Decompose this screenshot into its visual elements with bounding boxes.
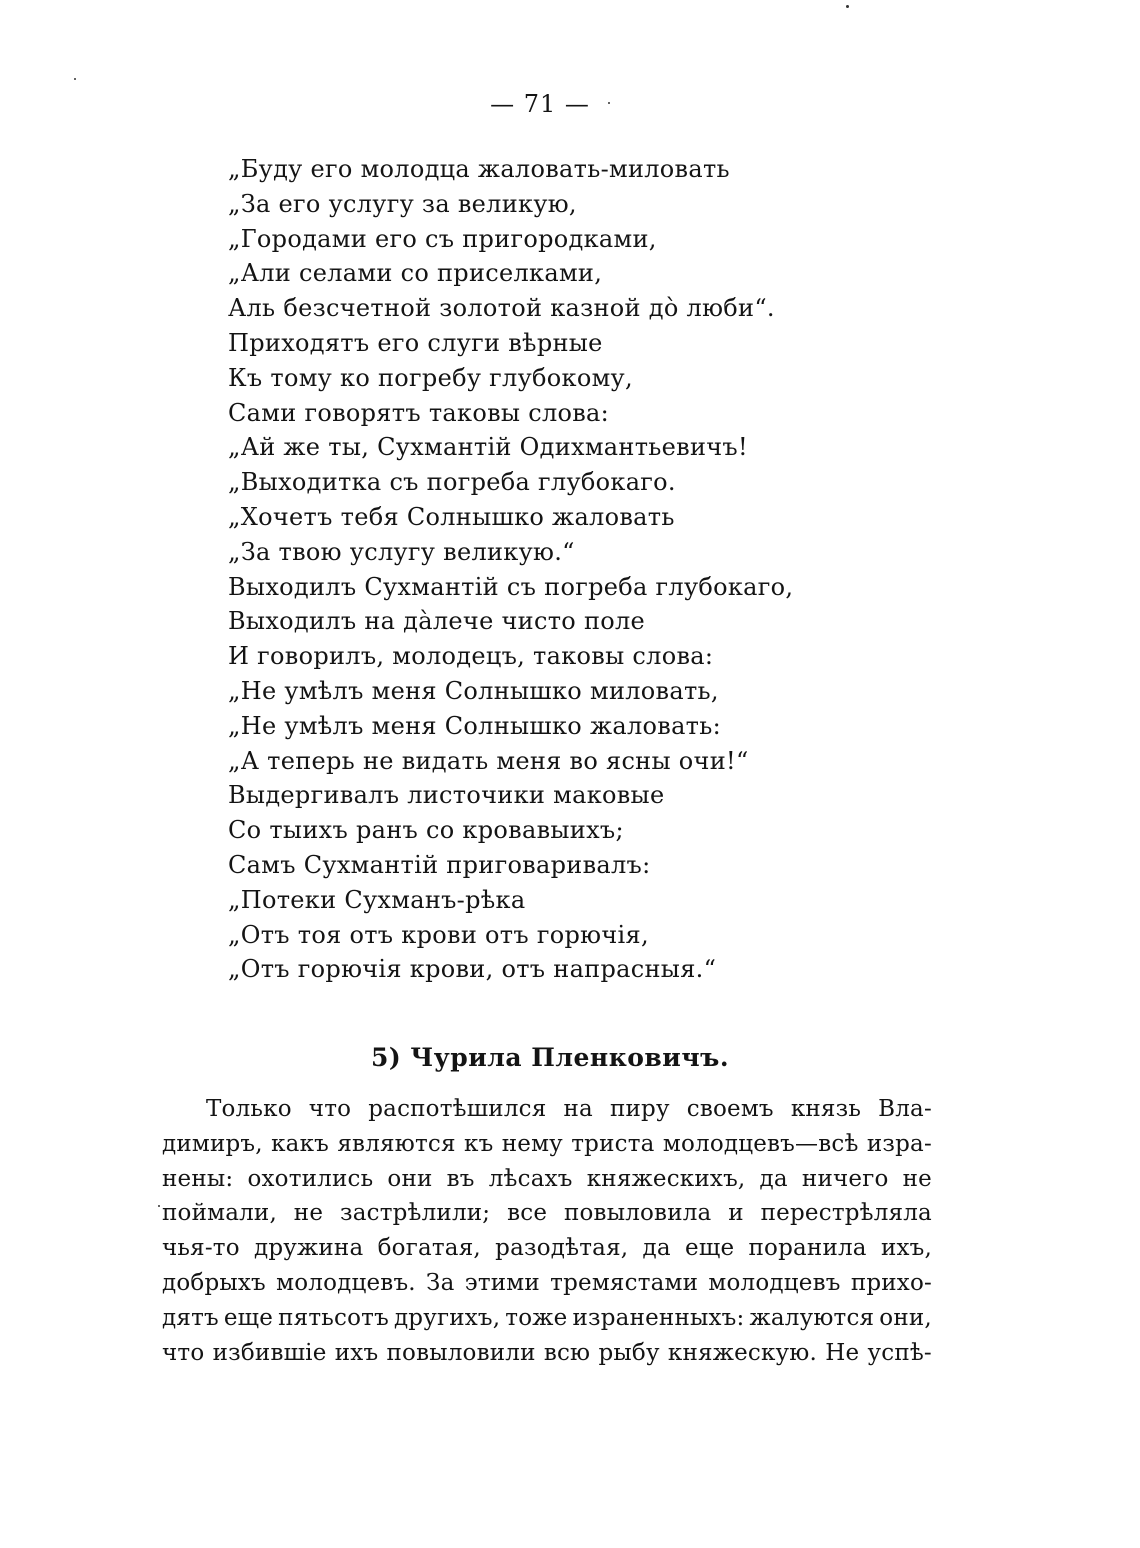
- prose-word: нены:: [162, 1165, 234, 1192]
- prose-word: этими: [464, 1269, 540, 1296]
- prose-word: добрыхъ: [162, 1269, 266, 1296]
- prose-word: пиру: [609, 1096, 670, 1122]
- prose-word: изра-: [866, 1130, 932, 1157]
- prose-word: къ: [464, 1130, 494, 1157]
- prose-word: молодцевъ: [708, 1269, 841, 1296]
- prose-word: все: [507, 1200, 548, 1227]
- verse-line: „Потеки Сухманъ-рѣка: [228, 885, 526, 914]
- prose-word: въ: [446, 1165, 475, 1192]
- scan-speck: [74, 78, 76, 80]
- prose-word: другихъ,: [393, 1304, 501, 1331]
- prose-word: князь: [790, 1096, 862, 1122]
- prose-word: избившіе: [212, 1339, 327, 1366]
- prose-word: на: [563, 1096, 593, 1122]
- prose-word: Не: [825, 1339, 860, 1366]
- prose-word: еще: [223, 1304, 274, 1331]
- verse-line: „Хочетъ тебя Солнышко жаловать: [228, 502, 675, 531]
- prose-word: да: [759, 1165, 788, 1192]
- prose-line: [162, 1092, 932, 1127]
- prose-word: распотѣшился: [368, 1096, 547, 1122]
- prose-word: ихъ,: [880, 1235, 932, 1262]
- verse-line: „Городами его съ пригородками,: [228, 224, 657, 253]
- prose-word: лѣсахъ: [488, 1165, 573, 1192]
- prose-word: своемъ: [686, 1096, 774, 1122]
- verse-line: „Отъ тоя отъ крови отъ горючія,: [228, 920, 649, 949]
- verse-line: Сами говорятъ таковы слова:: [228, 398, 610, 427]
- prose-line: [162, 1196, 932, 1231]
- verse-line: Самъ Сухмантій приговаривалъ:: [228, 850, 651, 879]
- prose-word: тоже: [505, 1304, 568, 1331]
- prose-word: триста: [571, 1130, 655, 1157]
- prose-word: успѣ-: [867, 1339, 932, 1366]
- prose-word: что: [308, 1096, 352, 1122]
- page-number: — 71 —: [490, 90, 590, 118]
- verse-line: „Не умѣлъ меня Солнышко миловать,: [228, 676, 719, 705]
- prose-word: разодѣтая,: [495, 1235, 629, 1262]
- prose-word: дятъ: [162, 1304, 219, 1331]
- prose-word: Только: [206, 1096, 292, 1122]
- prose-word: тремястами: [550, 1269, 699, 1296]
- prose-word: перестрѣляла: [760, 1200, 932, 1227]
- prose-word: чья-то: [162, 1235, 240, 1262]
- prose-word: молодцевъ.: [276, 1269, 416, 1296]
- prose-word: всю: [543, 1339, 591, 1366]
- prose-word: ихъ: [334, 1339, 379, 1366]
- prose-word: княжескую.: [667, 1339, 818, 1366]
- verse-line: „А теперь не видать меня во ясны очи!“: [228, 746, 749, 775]
- prose-line: [162, 1127, 932, 1162]
- section-title: 5) Чурила Пленковичъ.: [370, 1043, 730, 1072]
- prose-word: княжескихъ,: [586, 1165, 746, 1192]
- verse-line: И говорилъ, молодецъ, таковы слова:: [228, 642, 714, 671]
- prose-word: и: [728, 1200, 744, 1227]
- prose-word: молодцевъ—всѣ: [662, 1130, 859, 1157]
- prose-word: являются: [337, 1130, 456, 1157]
- prose-word: ничего: [801, 1165, 889, 1192]
- verse-line: „Отъ горючія крови, отъ напрасныя.“: [228, 955, 717, 984]
- prose-word: да: [642, 1235, 671, 1262]
- prose-word: нему: [501, 1130, 563, 1157]
- verse-line: „Выходитка съ погреба глубокаго.: [228, 468, 676, 497]
- prose-word: не: [293, 1200, 324, 1227]
- verse-line: „Али селами со приселками,: [228, 259, 603, 288]
- verse-line: Аль безсчетной золотой казной до̀ люби“.: [228, 294, 775, 323]
- scan-speck: [158, 1205, 160, 1207]
- prose-word: жалуются: [749, 1304, 875, 1331]
- prose-word: поранила: [748, 1235, 867, 1262]
- prose-word: рыбу: [598, 1339, 660, 1366]
- verse-line: „За твою услугу великую.“: [228, 537, 575, 566]
- prose-word: они: [387, 1165, 433, 1192]
- prose-word: они,: [879, 1304, 932, 1331]
- prose-line: [162, 1301, 932, 1336]
- prose-word: охотились: [247, 1165, 374, 1192]
- prose-line: [162, 1231, 932, 1266]
- prose-word: димиръ,: [162, 1130, 263, 1157]
- prose-block: [162, 1092, 932, 1370]
- verse-line: „Ай же ты, Сухмантій Одихмантьевичъ!: [228, 433, 748, 462]
- prose-word: пятьсотъ: [278, 1304, 389, 1331]
- verse-line: „Не умѣлъ меня Солнышко жаловать:: [228, 711, 722, 740]
- prose-word: какъ: [271, 1130, 330, 1157]
- verse-line: Выдергивалъ листочики маковые: [228, 781, 665, 810]
- prose-word: повыловили: [386, 1339, 536, 1366]
- prose-word: еще: [685, 1235, 735, 1262]
- prose-word: Вла-: [878, 1096, 932, 1122]
- scan-speck: [846, 5, 849, 8]
- verse-block: [228, 152, 1028, 987]
- verse-line: Приходятъ его слуги вѣрные: [228, 328, 603, 357]
- prose-word: израненныхъ:: [572, 1304, 745, 1331]
- verse-line: Со тыихъ ранъ со кровавыихъ;: [228, 816, 624, 845]
- scan-speck: [608, 102, 610, 104]
- verse-line: „Буду его молодца жаловать-миловать: [228, 155, 730, 183]
- prose-word: не: [902, 1165, 932, 1192]
- prose-word: За: [426, 1269, 455, 1296]
- verse-line: Выходилъ Сухмантій съ погреба глубокаго,: [228, 572, 794, 601]
- prose-word: что: [162, 1339, 205, 1366]
- prose-line: [162, 1162, 932, 1197]
- verse-line: Къ тому ко погребу глубокому,: [228, 363, 633, 392]
- verse-line: „За его услугу за великую,: [228, 189, 577, 218]
- verse-line: Выходилъ на да̀лече чисто поле: [228, 607, 646, 636]
- prose-word: застрѣлили;: [339, 1200, 491, 1227]
- prose-word: прихо-: [850, 1269, 932, 1296]
- prose-word: дружина: [254, 1235, 364, 1262]
- prose-word: повыловила: [563, 1200, 712, 1227]
- prose-line: [162, 1336, 932, 1371]
- prose-word: богатая,: [377, 1235, 481, 1262]
- prose-word: поймали,: [162, 1200, 277, 1227]
- prose-line: [162, 1266, 932, 1301]
